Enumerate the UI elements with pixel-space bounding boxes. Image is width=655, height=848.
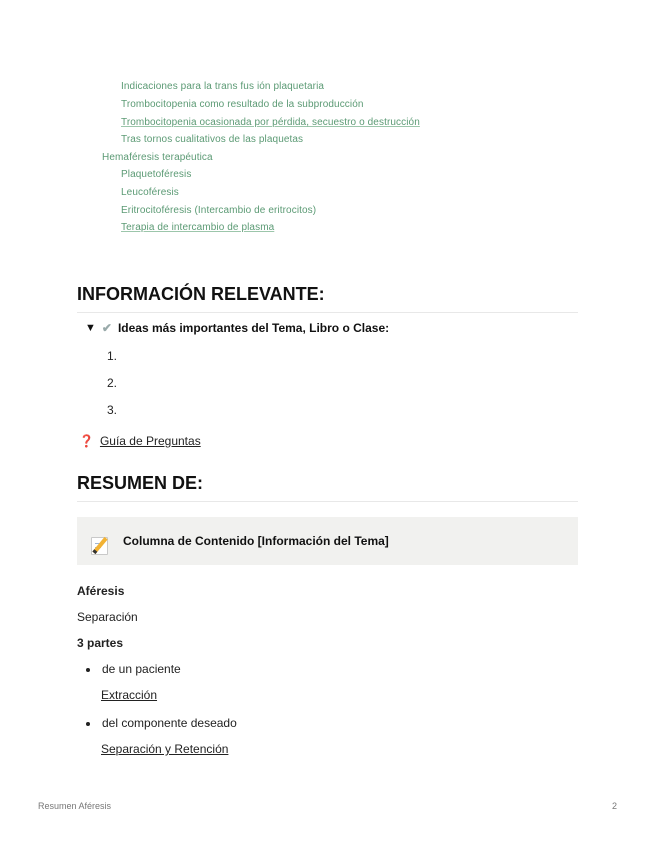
content-callout bbox=[77, 517, 578, 565]
memo-icon bbox=[91, 535, 109, 553]
toc-link[interactable]: Trombocitopenia como resultado de la subproducción bbox=[121, 99, 364, 110]
bullet-link[interactable]: Extracción bbox=[101, 688, 158, 702]
bullet-dot bbox=[86, 722, 90, 726]
caret-down-icon[interactable]: ▼ bbox=[85, 322, 96, 334]
list-item: 2. bbox=[107, 376, 118, 390]
ideas-toggle[interactable] bbox=[85, 321, 389, 335]
toc-link[interactable]: Plaquetoféresis bbox=[121, 169, 192, 180]
list-item: 3. bbox=[107, 403, 118, 417]
parts-label: 3 partes bbox=[77, 636, 124, 650]
toc-link[interactable]: Terapia de intercambio de plasma bbox=[121, 222, 275, 233]
section-heading-summary: RESUMEN DE: bbox=[77, 473, 578, 502]
term-label: Aféresis bbox=[77, 584, 125, 598]
toc-link[interactable]: Tras tornos cualitativos de las plaquetas bbox=[121, 134, 304, 145]
toc-link[interactable]: Leucoféresis bbox=[121, 187, 179, 198]
toc-link[interactable]: Eritrocitoféresis (Intercambio de eritrocitos) bbox=[121, 205, 317, 216]
bullet-text: de un paciente bbox=[102, 662, 181, 676]
bullet-item bbox=[86, 662, 181, 676]
term-definition: Separación bbox=[77, 610, 138, 624]
section-heading-relevant: INFORMACIÓN RELEVANTE: bbox=[77, 284, 578, 313]
toc-link[interactable]: Indicaciones para la trans fus ión plaquetaria bbox=[121, 81, 325, 92]
bullet-dot bbox=[86, 668, 90, 672]
list-item: 1. bbox=[107, 349, 118, 363]
page-number: 2 bbox=[611, 801, 617, 811]
toc-link[interactable]: Hemaféresis terapéutica bbox=[102, 152, 213, 163]
question-guide bbox=[79, 434, 201, 448]
bullet-item bbox=[86, 716, 237, 730]
question-icon: ❓ bbox=[79, 434, 94, 448]
bullet-text: del componente deseado bbox=[102, 716, 237, 730]
guide-link[interactable]: Guía de Preguntas bbox=[99, 434, 201, 448]
toggle-label: Ideas más importantes del Tema, Libro o Clase: bbox=[117, 321, 390, 335]
check-mark-icon: ✔ bbox=[101, 321, 112, 335]
bullet-link[interactable]: Separación y Retención bbox=[101, 742, 229, 756]
callout-title: Columna de Contenido [Información del Tema] bbox=[123, 534, 389, 548]
toc-link[interactable]: Trombocitopenia ocasionada por pérdida, secuestro o destrucción bbox=[121, 117, 420, 128]
footer-title: Resumen Aféresis bbox=[38, 801, 112, 811]
